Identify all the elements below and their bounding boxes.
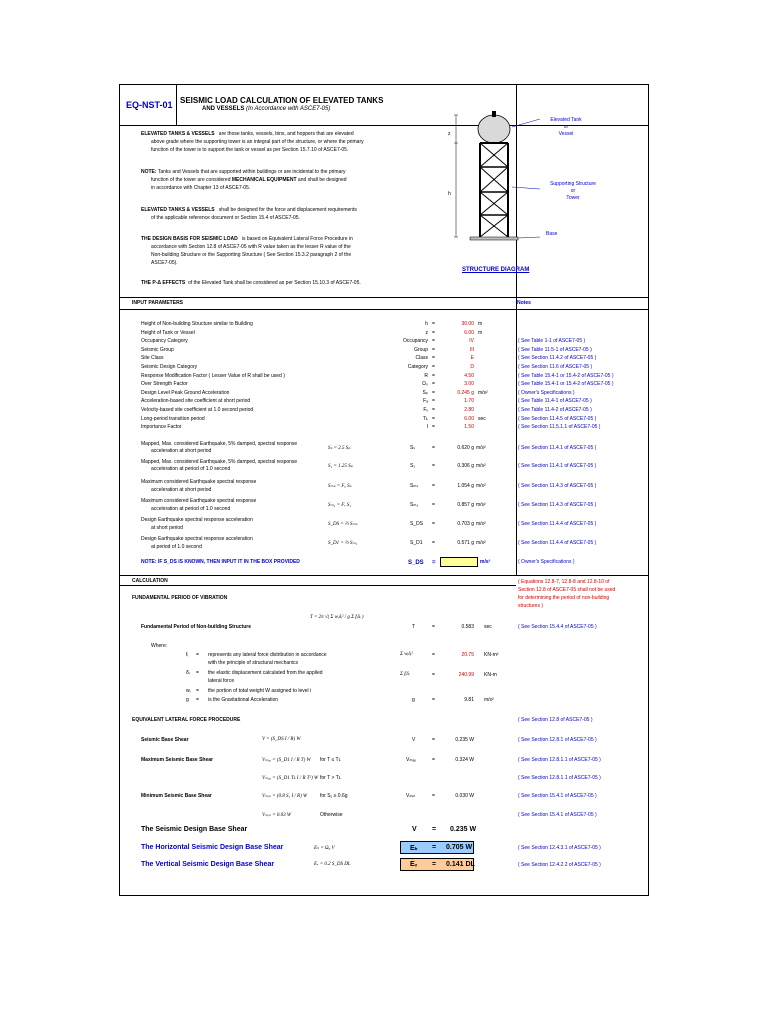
input-row-unit: sec [478, 416, 486, 422]
vmin-condition-1: for S₁ ≥ 0.6g [320, 793, 348, 799]
sd1-symbol: S_D1 [410, 540, 423, 546]
sds-line2: at short period [151, 525, 183, 531]
fundamental-label: Fundamental Period of Non-building Structure [141, 624, 251, 630]
horizontal-shear-symbol: Eₕ [410, 845, 418, 852]
sds-value: 0.703 g [457, 521, 474, 527]
intro-p1-line2: above grade where the supporting tower is an integral part of the structure, or where the primary [151, 139, 364, 145]
s1-line1: Mapped, Max. considered Earthquake, 5% damped, spectral response [141, 459, 298, 465]
ss-value: 0.620 g [457, 445, 474, 451]
sm1-unit: m/s² [476, 502, 486, 508]
input-row-eq: = [432, 373, 435, 379]
vmax-note-2: ( See Section 12.8.1.1 of ASCE7-05 ) [518, 775, 601, 781]
input-row-symbol: Fᵥ [423, 407, 428, 413]
calc-warning-line2: Section 12.8 of ASCE7-05 shall not be used [518, 587, 616, 593]
input-row-label: Site Class [141, 355, 164, 361]
vmin-label: Minimum Seismic Base Shear [141, 793, 212, 799]
vmin-eq: = [432, 793, 435, 799]
vmax-eq: = [432, 757, 435, 763]
input-row-value: 0.245 g [457, 390, 474, 396]
input-row-note: ( See Section 11.4.5 of ASCE7-05 ) [518, 416, 597, 422]
horizontal-shear-value: 0.705 W [446, 844, 473, 851]
vertical-shear-eq: = [432, 861, 437, 868]
input-row-value: 30.00 [461, 321, 474, 327]
sum-w-eq: = [432, 652, 435, 658]
input-row-eq: = [432, 398, 435, 404]
input-row-label: Occupancy Category [141, 338, 188, 344]
di-line1: the elastic displacement calculated from the applied [208, 670, 323, 676]
di-eq: = [196, 670, 199, 676]
sms-unit: m/s² [476, 483, 486, 489]
sd1-formula: S_D1 = ⅔ Sₘ₁ [328, 541, 358, 546]
input-heading: INPUT PARAMETERS [132, 300, 184, 306]
fi-line2: with the principle of structural mechanics [208, 660, 299, 666]
input-top-divider [120, 297, 648, 298]
input-row-note: ( See Table 11.5-1 of ASCE7-05 ) [518, 347, 592, 353]
label-base: Base [546, 231, 558, 237]
sm1-line1: Maximum considered Earthquake spectral response [141, 498, 257, 504]
g-line1: is the Gravitational Acceleration [208, 697, 279, 703]
input-row-eq: = [432, 364, 435, 370]
fi-symbol: fᵢ [186, 652, 189, 658]
label-vessel: Vessel [558, 131, 574, 137]
wi-eq: = [196, 688, 199, 694]
vertical-shear-formula: Eᵥ = 0.2 S_DS DL [314, 862, 351, 867]
notes-heading: Notes [517, 300, 531, 306]
intro-p2-line3: in accordance with Chapter 13 of ASCE7-05. [151, 185, 251, 191]
input-row-note: ( See Table 1-1 of ASCE7-05 ) [518, 338, 586, 344]
input-row-symbol: Fₐ [423, 398, 428, 404]
input-row-label: Seismic Design Category [141, 364, 198, 370]
sms-line2: acceleration at short period [151, 487, 212, 493]
input-row-symbol: z [425, 330, 428, 336]
sd1-value: 0.571 g [457, 540, 474, 546]
fundamental-eq: = [432, 624, 435, 630]
doc-code: EQ-NST-01 [126, 100, 173, 110]
sd1-unit: m/s² [476, 540, 486, 546]
calc-head-divider [120, 585, 516, 586]
input-row-value: 1.50 [464, 424, 474, 430]
input-row-value: 1.70 [464, 398, 474, 404]
horizontal-shear-label: The Horizontal Seismic Design Base Shear [141, 844, 284, 851]
calc-warning-line3: for determining the period of non-building [518, 595, 610, 601]
sum-f-unit: KN-m [484, 672, 497, 678]
g-symbol: g [186, 697, 189, 703]
vertical-shear-value: 0.141 DL [446, 861, 475, 868]
vmin-symbol: Vₘᵢₙ [406, 793, 416, 799]
sms-note: ( See Section 11.4.3 of ASCE7-05 ) [518, 483, 597, 489]
input-row-eq: = [432, 330, 435, 336]
fi-line1: represents any lateral force distribution in accordance [208, 652, 327, 658]
intro-p4-line1: THE DESIGN BASIS FOR SEISMIC LOAD is based on Equivalent Lateral Force Procedure in [141, 236, 353, 242]
input-row-eq: = [432, 355, 435, 361]
sds-input-note: NOTE: IF S_DS IS KNOWN, THEN INPUT IT IN THE BOX PROVIDED [141, 559, 300, 565]
header-vdivider [176, 85, 177, 125]
sd1-note: ( See Section 11.4.4 of ASCE7-05 ) [518, 540, 597, 546]
ss-line2: acceleration at short period [151, 448, 212, 454]
v-symbol: V [412, 737, 416, 743]
di-symbol: δᵢ [186, 670, 190, 676]
input-row-label: Velocity-based site coefficient at 1.0 second period [141, 407, 254, 413]
v-value: 0.235 W [455, 737, 474, 743]
input-row-label: Acceleration-based site coefficient at short period [141, 398, 251, 404]
sms-line1: Maximum considered Earthquake spectral response [141, 479, 257, 485]
elf-heading: EQUIVALENT LATERAL FORCE PROCEDURE [132, 717, 241, 723]
calc-top-divider [120, 575, 648, 576]
worksheet [119, 84, 649, 896]
ss-symbol: Sₛ [410, 445, 416, 451]
vmax-label: Maximum Seismic Base Shear [141, 757, 213, 763]
input-row-note: ( See Table 11.4-1 of ASCE7-05 ) [518, 398, 592, 404]
input-row-value: 2.80 [464, 407, 474, 413]
diagram-caption: STRUCTURE DIAGRAM [462, 267, 530, 273]
design-base-shear-label: The Seismic Design Base Shear [141, 826, 248, 833]
ss-unit: m/s² [476, 445, 486, 451]
input-row-note: ( See Table 15.4-1 or 15.4-2 of ASCE7-05 ) [518, 381, 614, 387]
sds-note: ( See Section 11.4.4 of ASCE7-05 ) [518, 521, 597, 527]
s1-value: 0.306 g [457, 463, 474, 469]
intro-p1-line3: function of the tower is to support the tank or vessel as per Section 15.7.10 of ASCE7-05. [151, 147, 349, 153]
input-row-unit: m [478, 321, 483, 327]
calc-warning-line1: ( Equations 12.8-7, 12.8-8 and 12.8-10 of [518, 579, 610, 585]
sds-line1: Design Earthquake spectral response acceleration [141, 517, 253, 523]
g-value-symbol: g [412, 697, 415, 703]
sms-symbol: Sₘₛ [410, 483, 419, 489]
sds-formula: S_DS = ⅔ Sₘₛ [328, 522, 358, 527]
s1-symbol: S₁ [410, 463, 416, 469]
elf-note: ( See Section 12.8 of ASCE7-05 ) [518, 717, 593, 723]
v-eq: = [432, 737, 435, 743]
input-row-eq: = [432, 390, 435, 396]
input-row-value: IV [469, 338, 474, 344]
sms-value: 1.054 g [457, 483, 474, 489]
design-base-shear-eq: = [432, 826, 437, 833]
input-row-symbol: Group [414, 347, 428, 353]
input-row-label: Design Level Peak Ground Acceleration [141, 390, 230, 396]
horizontal-shear-formula: Eₕ = Ω₀ V [314, 846, 335, 851]
label-supporting-structure: Supporting Structure [550, 181, 596, 187]
vmin-note-1: ( See Section 15.4.1 of ASCE7-05 ) [518, 793, 597, 799]
fundamental-note: ( See Section 15.4.4 of ASCE7-05 ) [518, 624, 597, 630]
sm1-line2: acceleration at period of 1.0 second [151, 506, 231, 512]
input-row-symbol: Ω₀ [422, 381, 428, 387]
sds-input-owner-note: ( Owner's Specifications ) [518, 559, 575, 565]
input-row-symbol: h [425, 321, 428, 327]
s1-formula: S₁ = 1.25 Sₚ [328, 464, 353, 469]
vmin-formula-1: Vₘᵢₙ = (0.8 S₁ I / R) W [262, 794, 308, 799]
ss-line1: Mapped, Max. considered Earthquake, 5% damped, spectral response [141, 441, 298, 447]
vertical-shear-note: ( See Section 12.4.2.2 of ASCE7-05 ) [518, 862, 601, 868]
vmax-formula-2: Vₘₐₓ = (S_D1 Tʟ I / R T²) W [262, 776, 319, 781]
where-label: Where: [151, 643, 168, 649]
vmax-condition-1: for T ≤ Tʟ [320, 757, 341, 763]
input-row-note: ( See Section 11.5.1.1 of ASCE7-05 ) [518, 424, 601, 430]
label-elevated-tank: Elevated Tank [550, 117, 582, 123]
input-row-symbol: Sₚ [422, 390, 428, 396]
intro-p4-line3: Non-building Structure or the Supporting Structure ( See Section 15.3.2 paragraph 2 of the [151, 252, 352, 258]
sum-w-value: 20.75 [461, 652, 474, 658]
intro-p4-line4: ASCE7-05). [151, 260, 178, 266]
input-row-note: ( See Section 11.6 of ASCE7-05 ) [518, 364, 593, 370]
s1-eq: = [432, 463, 435, 469]
input-row-value: 4.50 [464, 373, 474, 379]
input-row-label: Importance Factor [141, 424, 182, 430]
sds-unit: m/s² [476, 521, 486, 527]
input-row-symbol: Category [407, 364, 428, 370]
intro-p3-line1: ELEVATED TANKS & VESSELS shall be designed for the force and displacement requirements [141, 207, 357, 213]
vmax-symbol: Vₘₐₓ [406, 757, 416, 763]
sm1-eq: = [432, 502, 435, 508]
fundamental-value: 0.583 [461, 624, 474, 630]
intro-p2-line1: NOTE: Tanks and Vessels that are supported within buildings or are incidental to the primary [141, 169, 346, 175]
input-row-eq: = [432, 347, 435, 353]
sds-symbol: S_DS [410, 521, 424, 527]
input-row-label: Response Modification Factor ( Lesser Value of R shall be used ) [141, 373, 285, 379]
sum-f-eq: = [432, 672, 435, 678]
sum-w-unit: KN-m² [484, 652, 499, 658]
label-or-1: or [563, 124, 569, 130]
input-row-value: 3.00 [464, 381, 474, 387]
sm1-value: 0.857 g [457, 502, 474, 508]
fi-eq: = [196, 652, 199, 658]
vertical-shear-symbol: Eᵥ [410, 861, 418, 868]
sd1-line1: Design Earthquake spectral response acceleration [141, 536, 253, 542]
di-line2: lateral force [208, 678, 235, 684]
sum-f-label: Σ fᵢδᵢ [400, 672, 410, 677]
input-row-eq: = [432, 424, 435, 430]
design-base-shear-value: 0.235 W [450, 826, 477, 833]
input-row-symbol: I [426, 424, 428, 430]
calc-heading: CALCULATION [132, 578, 168, 584]
input-row-value: D [470, 364, 474, 370]
input-row-label: Height of Tank or Vessel [141, 330, 195, 336]
intro-p5-line1: THE P-Δ EFFECTS of the Elevated Tank shall be considered as per Section 15.10.3 of ASCE7-05. [141, 280, 361, 286]
label-h: h [448, 191, 451, 197]
sds-input-symbol: S_DS [408, 560, 424, 566]
sd1-line2: at period of 1.0 second [151, 544, 202, 550]
doc-subtitle: AND VESSELS (In Accordance with ASCE7-05) [202, 106, 331, 112]
vmin-value: 0.030 W [455, 793, 474, 799]
sum-w-label: Σ wᵢδᵢ² [400, 652, 413, 657]
input-row-eq: = [432, 407, 435, 413]
sum-f-value: 240.99 [458, 672, 474, 678]
g-value-eq: = [432, 697, 435, 703]
input-row-value: 6.00 [464, 330, 474, 336]
g-eq: = [196, 697, 199, 703]
sd1-eq: = [432, 540, 435, 546]
vmax-value: 0.324 W [455, 757, 474, 763]
ss-formula: Sₛ = 2.5 Sₚ [328, 446, 351, 451]
input-row-label: Long-period transition period [141, 416, 205, 422]
input-row-unit: m/s² [478, 390, 488, 396]
input-row-eq: = [432, 321, 435, 327]
intro-p1-line1: ELEVATED TANKS & VESSELS are those tanks, vessels, bins, and hoppers that are elevated [141, 131, 354, 137]
intro-p4-line2: accordance with Section 12.8 of ASCE7-05 with R value taken as the lesser R value of the [151, 244, 351, 250]
horizontal-shear-eq: = [432, 844, 437, 851]
input-row-eq: = [432, 381, 435, 387]
s1-unit: m/s² [476, 463, 486, 469]
input-row-unit: m [478, 330, 483, 336]
s1-note: ( See Section 11.4.1 of ASCE7-05 ) [518, 463, 597, 469]
vmax-note-1: ( See Section 12.8.1.1 of ASCE7-05 ) [518, 757, 601, 763]
sds-eq: = [432, 521, 435, 527]
g-value: 9.81 [464, 697, 474, 703]
ss-eq: = [432, 445, 435, 451]
wi-symbol: wᵢ [186, 688, 191, 694]
sms-eq: = [432, 483, 435, 489]
input-row-note: ( Owner's Specifications ) [518, 390, 575, 396]
calc-warning-line4: structures ) [518, 603, 544, 609]
s1-line2: acceleration at period of 1.0 second [151, 466, 231, 472]
sms-formula: Sₘₛ = Fₐ Sₛ [328, 484, 352, 489]
v-label: Seismic Base Shear [141, 737, 189, 743]
input-row-note: ( See Table 11.4-2 of ASCE7-05 ) [518, 407, 592, 413]
input-row-symbol: Class [415, 355, 428, 361]
vmin-note-2: ( See Section 15.4.1 of ASCE7-05 ) [518, 812, 597, 818]
input-row-label: Height of Non-building Structure similar to Building [141, 321, 253, 327]
horizontal-shear-note: ( See Section 12.4.3.1 of ASCE7-05 ) [518, 845, 601, 851]
label-or-2: or [570, 188, 576, 194]
v-note: ( See Section 12.8.1 of ASCE7-05 ) [518, 737, 597, 743]
input-row-label: Seismic Group [141, 347, 174, 353]
vmax-formula-1: Vₘₐₓ = (S_D1 I / R T) W [262, 758, 311, 763]
sm1-formula: Sₘ₁ = Fᵥ S₁ [328, 503, 352, 508]
sds-input-field[interactable] [440, 557, 478, 567]
label-tower: Tower [566, 195, 580, 201]
input-row-value: 6.00 [464, 416, 474, 422]
vmin-condition-2: Otherwise [320, 812, 343, 818]
fundamental-formula: T = 2π √( Σ wᵢδᵢ² / g Σ fᵢδᵢ ) [310, 615, 364, 620]
ss-note: ( See Section 11.4.1 of ASCE7-05 ) [518, 445, 597, 451]
design-base-shear-symbol: V [412, 826, 417, 833]
input-row-label: Over Strength Factor [141, 381, 188, 387]
fundamental-unit: sec [484, 624, 492, 630]
input-head-divider [120, 309, 648, 310]
intro-p3-line2: of the applicable reference document or Section 15.4 of ASCE7-05. [151, 215, 300, 221]
fundamental-symbol: T [412, 624, 416, 630]
input-row-symbol: Occupancy [402, 338, 428, 344]
sm1-symbol: Sₘ₁ [410, 502, 419, 508]
notes-divider [516, 297, 517, 575]
input-row-eq: = [432, 338, 435, 344]
sds-input-eq: = [432, 560, 436, 566]
v-formula: V = (S_DS I / R) W [262, 737, 301, 742]
g-value-unit: m/s² [484, 697, 494, 703]
fundamental-heading: FUNDAMENTAL PERIOD OF VIBRATION [132, 595, 228, 601]
input-row-symbol: Tʟ [422, 416, 428, 422]
input-row-value: E [470, 355, 474, 361]
vertical-shear-label: The Vertical Seismic Design Base Shear [141, 861, 275, 868]
sm1-note: ( See Section 11.4.3 of ASCE7-05 ) [518, 502, 597, 508]
vmax-condition-2: for T > Tʟ [320, 775, 341, 781]
label-z: z [448, 131, 451, 137]
input-row-value: III [469, 347, 474, 353]
wi-line1: the portion of total weight W assigned to level i [208, 688, 312, 694]
sds-input-unit: m/s² [480, 559, 491, 565]
input-row-symbol: R [424, 373, 428, 379]
vmin-formula-2: Vₘᵢₙ = 0.03 W [262, 813, 291, 818]
doc-title: SEISMIC LOAD CALCULATION OF ELEVATED TANKS [180, 96, 384, 105]
input-row-note: ( See Table 15.4-1 or 15.4-2 of ASCE7-05 ) [518, 373, 614, 379]
input-row-note: ( See Section 11.4.2 of ASCE7-05 ) [518, 355, 597, 361]
input-row-eq: = [432, 416, 435, 422]
intro-p2-line2: function of the tower are considered MECHANICAL EQUIPMENT and shall be designed [151, 177, 347, 183]
